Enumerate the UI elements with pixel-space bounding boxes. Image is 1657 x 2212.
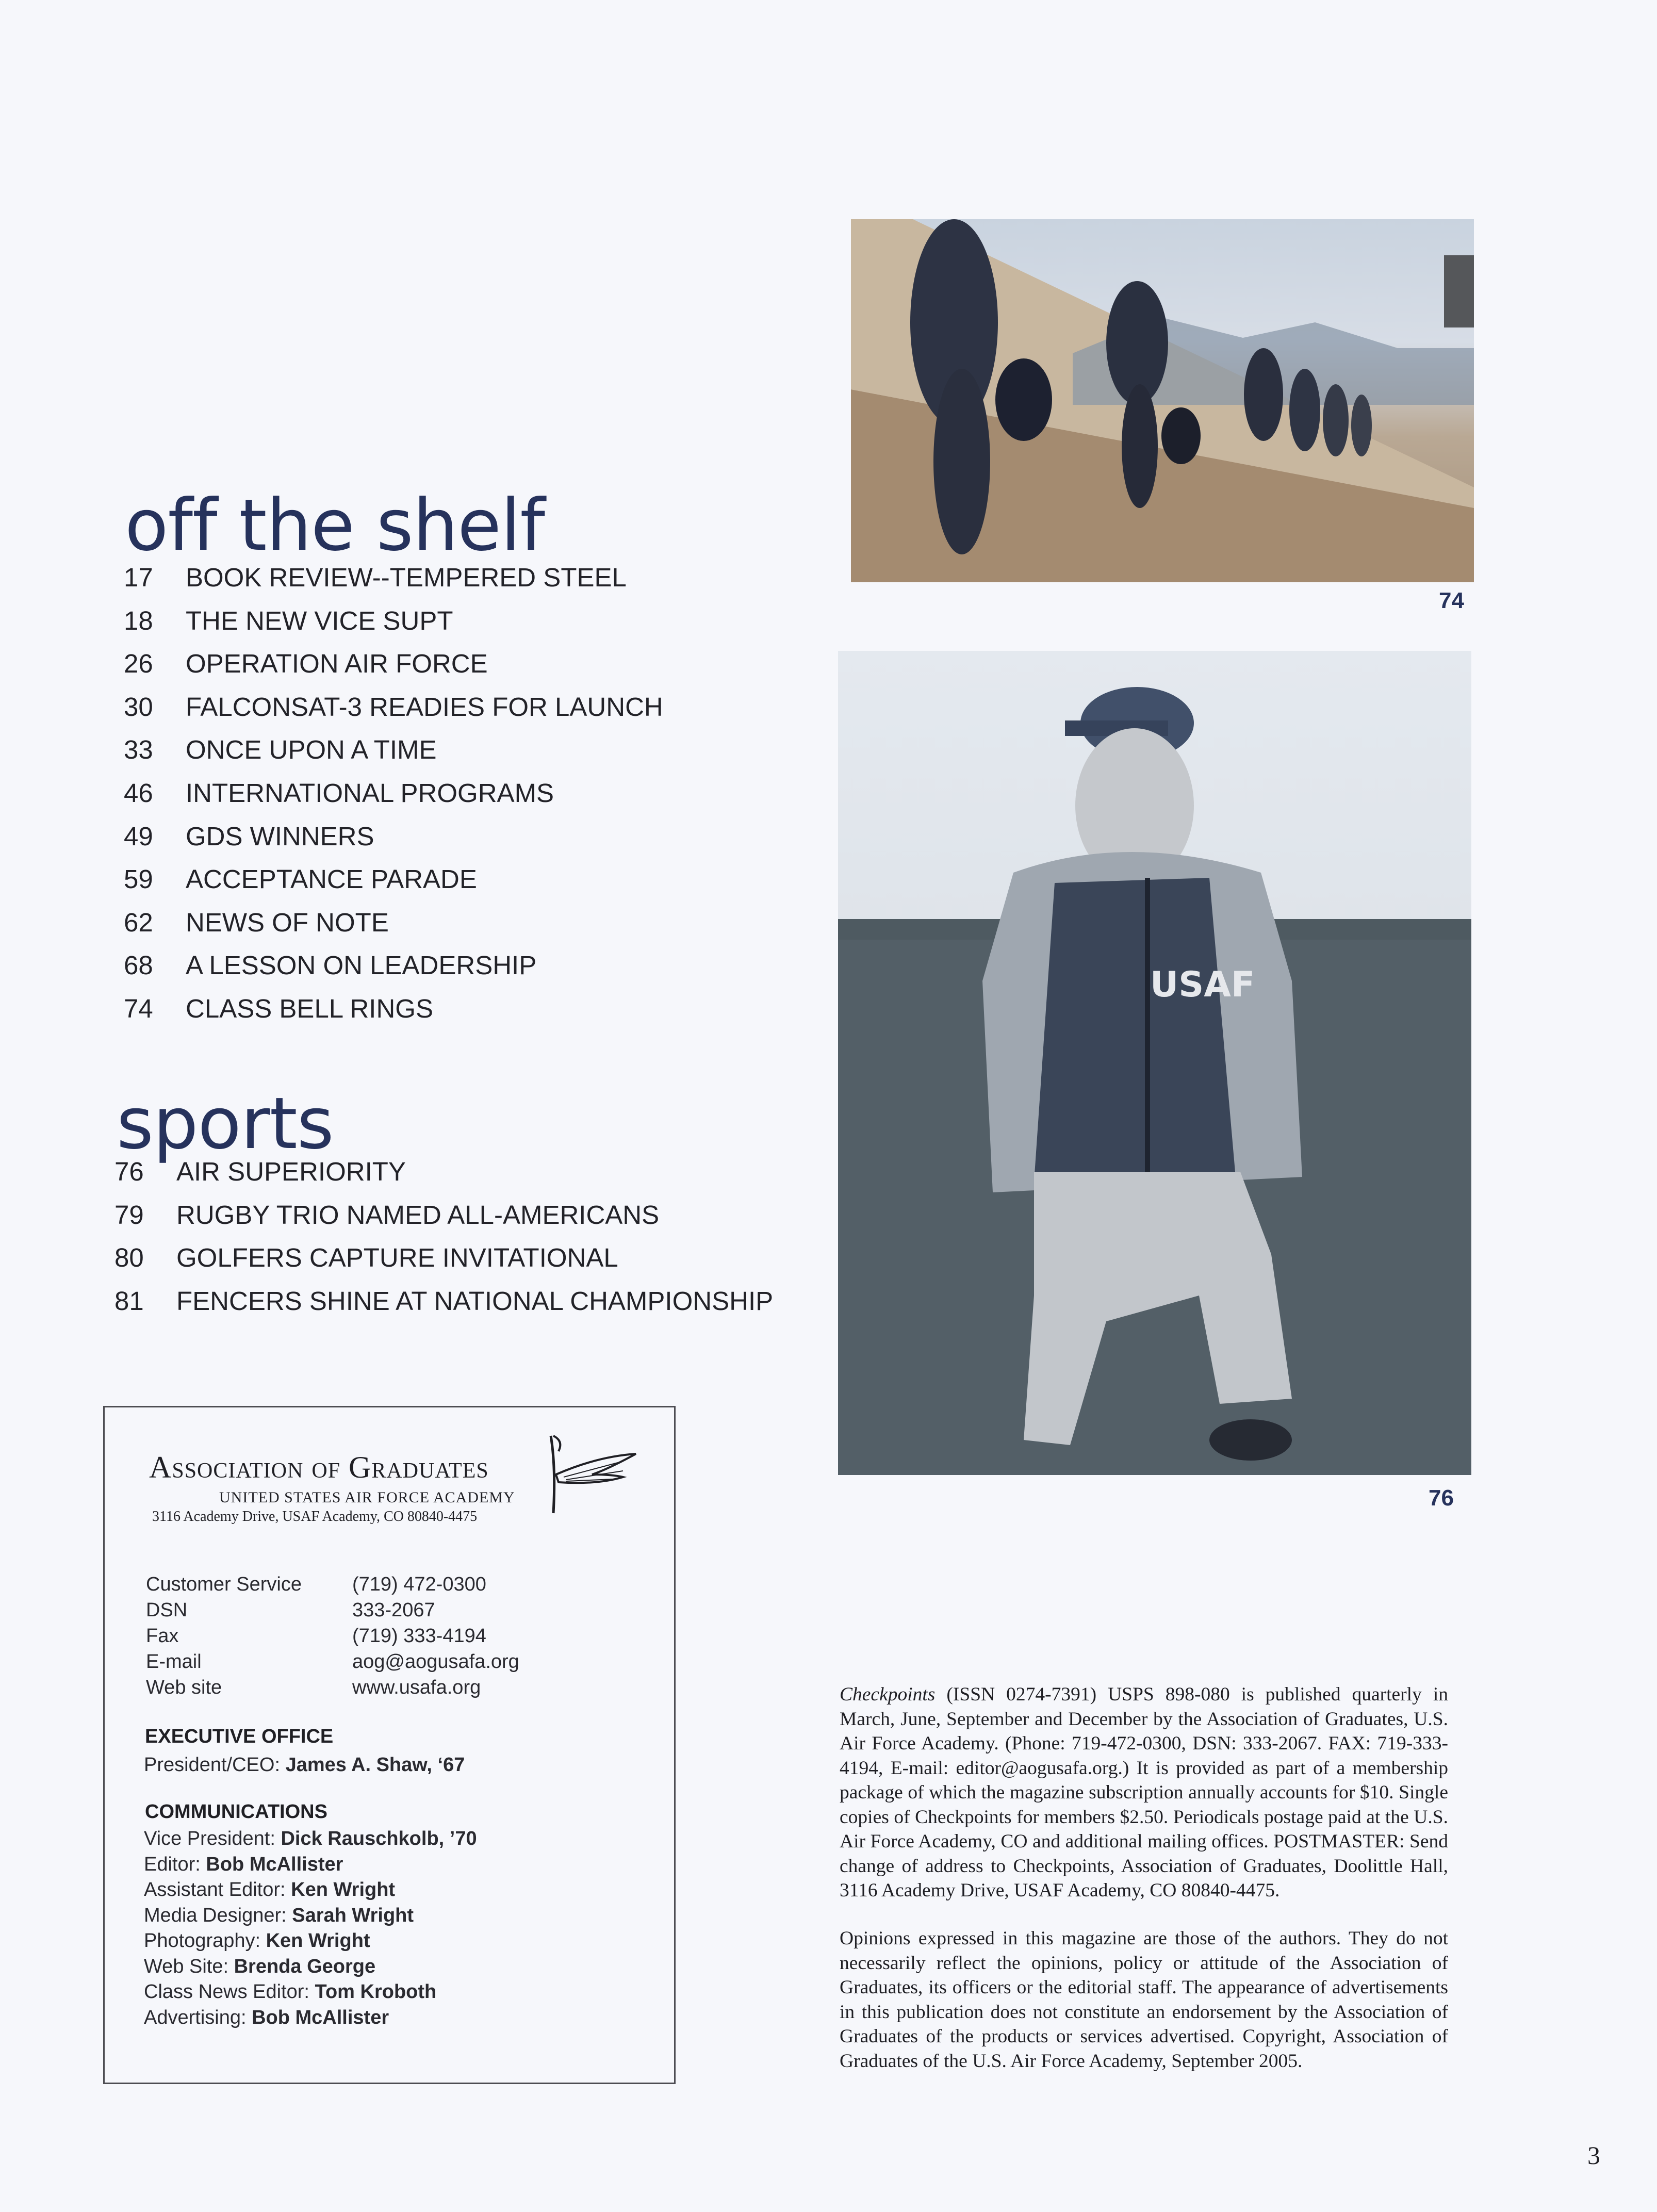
contact-value: 333-2067 bbox=[352, 1599, 435, 1621]
contact-value[interactable]: aog@aogusafa.org bbox=[352, 1651, 519, 1673]
bottom-photo-caption: 76 bbox=[1429, 1485, 1454, 1511]
staff-entry bbox=[144, 1956, 477, 1981]
toc-entry[interactable] bbox=[124, 562, 663, 605]
publication-info-paragraph bbox=[840, 1682, 1448, 1903]
contact-row bbox=[146, 1651, 519, 1673]
toc-page-number: 62 bbox=[124, 907, 153, 937]
staff-name: Brenda George bbox=[234, 1955, 376, 1977]
toc-title: FENCERS SHINE AT NATIONAL CHAMPIONSHIP bbox=[176, 1286, 774, 1316]
toc-page-number: 79 bbox=[114, 1200, 144, 1230]
cadets-running-photo bbox=[851, 219, 1474, 582]
toc-title: OPERATION AIR FORCE bbox=[186, 649, 488, 679]
checkpoints-title: Checkpoints bbox=[840, 1684, 936, 1705]
toc-entry[interactable] bbox=[114, 1156, 773, 1200]
toc-page-number: 81 bbox=[114, 1286, 144, 1316]
contact-value[interactable]: www.usafa.org bbox=[352, 1677, 481, 1698]
staff-role: Web Site: bbox=[144, 1955, 234, 1977]
staff-name: Dick Rauschkolb, ’70 bbox=[281, 1828, 477, 1849]
staff-role: Assistant Editor: bbox=[144, 1879, 291, 1900]
contact-label: Customer Service bbox=[146, 1574, 302, 1595]
aog-subtitle: UNITED STATES AIR FORCE ACADEMY bbox=[219, 1489, 515, 1506]
toc-title: ONCE UPON A TIME bbox=[186, 735, 437, 765]
toc-title: FALCONSAT-3 READIES FOR LAUNCH bbox=[186, 692, 663, 722]
toc-title: GOLFERS CAPTURE INVITATIONAL bbox=[176, 1243, 618, 1273]
toc-title: RUGBY TRIO NAMED ALL-AMERICANS bbox=[176, 1200, 660, 1230]
toc-page-number: 76 bbox=[114, 1157, 144, 1186]
toc-title: A LESSON ON LEADERSHIP bbox=[186, 951, 537, 980]
contact-value: (719) 333-4194 bbox=[352, 1625, 486, 1647]
contact-row bbox=[146, 1677, 481, 1699]
usaf-player-photo bbox=[838, 651, 1471, 1475]
staff-role: Media Designer: bbox=[144, 1904, 292, 1926]
sports-heading: sports bbox=[117, 1082, 334, 1165]
toc-title: INTERNATIONAL PROGRAMS bbox=[186, 778, 554, 808]
communications-list bbox=[144, 1828, 477, 2032]
page-number: 3 bbox=[1587, 2141, 1600, 2170]
toc-title: BOOK REVIEW--TEMPERED STEEL bbox=[186, 563, 627, 592]
publication-info-text: (ISSN 0274-7391) USPS 898-080 is published quarterly in March, June, September and December by the Association of Graduates, U.S. Air Force Academy. (Phone: 719-472-0300, DSN: 333-2067. FAX: 719-333-4194, E-mail: editor@aogusafa.org.) It is provided as part of a membership package of which the magazine subscription annually accounts for $10. Single copies of Checkpoints for members $2.50. Periodicals postage paid at the U.S. Air Force Academy, CO and additional mailing offices. POSTMASTER: Send change of address to Checkpoints, Association of Graduates, Doolittle Hall, 3116 Academy Drive, USAF Academy, CO 80840-4475. bbox=[840, 1684, 1448, 1901]
disclaimer-paragraph: Opinions expressed in this magazine are those of the authors. They do not necessarily reflect the opinions, policy or attitude of the Association of Graduates, its officers or the editorial staff. The appearance of advertisements in this publication does not constitute an endorsement by the Association of Graduates of the products or services advertised. Copyright, Association of Graduates of the U.S. Air Force Academy, September 2005. bbox=[840, 1928, 1448, 2072]
toc-entry[interactable] bbox=[124, 864, 663, 907]
falcon-wings-logo-icon bbox=[535, 1425, 638, 1523]
contact-label: E-mail bbox=[146, 1651, 202, 1673]
communications-heading: COMMUNICATIONS bbox=[145, 1801, 327, 1823]
staff-name: Bob McAllister bbox=[206, 1853, 343, 1875]
staff-role: Advertising: bbox=[144, 2006, 252, 2028]
toc-title: NEWS OF NOTE bbox=[186, 907, 389, 937]
staff-name: Tom Kroboth bbox=[315, 1981, 437, 2003]
staff-name: Ken Wright bbox=[291, 1879, 396, 1900]
sports-list bbox=[114, 1156, 773, 1329]
toc-page-number: 17 bbox=[124, 563, 153, 592]
staff-entry bbox=[144, 1754, 465, 1780]
toc-entry[interactable] bbox=[114, 1200, 773, 1243]
aog-name: Association of Graduates bbox=[149, 1450, 489, 1484]
toc-page-number: 30 bbox=[124, 692, 153, 722]
staff-entry bbox=[144, 1828, 477, 1854]
toc-entry[interactable] bbox=[114, 1286, 773, 1329]
staff-entry bbox=[144, 1879, 477, 1905]
staff-role: Vice President: bbox=[144, 1828, 281, 1849]
toc-entry[interactable] bbox=[124, 778, 663, 821]
contact-label: Web site bbox=[146, 1677, 222, 1698]
toc-title: CLASS BELL RINGS bbox=[186, 993, 433, 1023]
jacket-usaf-text: USAF bbox=[1150, 964, 1255, 1005]
toc-entry[interactable] bbox=[124, 734, 663, 778]
toc-title: GDS WINNERS bbox=[186, 821, 374, 851]
staff-entry bbox=[144, 1854, 477, 1879]
staff-entry bbox=[144, 1981, 477, 2007]
contact-row bbox=[146, 1599, 435, 1621]
staff-name: James A. Shaw, ‘67 bbox=[285, 1754, 465, 1776]
staff-entry bbox=[144, 1930, 477, 1956]
toc-page-number: 59 bbox=[124, 864, 153, 894]
toc-page-number: 33 bbox=[124, 735, 153, 765]
toc-entry[interactable] bbox=[124, 692, 663, 735]
staff-entry bbox=[144, 1905, 477, 1930]
toc-title: THE NEW VICE SUPT bbox=[186, 605, 453, 635]
contact-row bbox=[146, 1574, 486, 1596]
off-the-shelf-heading: off the shelf bbox=[125, 484, 545, 567]
contact-row bbox=[146, 1625, 486, 1647]
contact-value: (719) 472-0300 bbox=[352, 1574, 486, 1595]
toc-entry[interactable] bbox=[124, 993, 663, 1037]
toc-page-number: 80 bbox=[114, 1243, 144, 1273]
toc-page-number: 49 bbox=[124, 821, 153, 851]
staff-role: Class News Editor: bbox=[144, 1981, 315, 2003]
toc-entry[interactable] bbox=[124, 950, 663, 993]
top-photo-caption: 74 bbox=[1439, 588, 1464, 613]
toc-page-number: 74 bbox=[124, 993, 153, 1023]
contact-label: Fax bbox=[146, 1625, 179, 1647]
executive-office-heading: EXECUTIVE OFFICE bbox=[145, 1726, 334, 1747]
aog-contact-box bbox=[103, 1406, 676, 2084]
toc-page-number: 68 bbox=[124, 951, 153, 980]
staff-name: Sarah Wright bbox=[292, 1904, 414, 1926]
toc-page-number: 46 bbox=[124, 778, 153, 808]
toc-entry[interactable] bbox=[124, 907, 663, 951]
staff-entry bbox=[144, 2007, 477, 2033]
toc-page-number: 18 bbox=[124, 605, 153, 635]
toc-entry[interactable] bbox=[124, 605, 663, 649]
staff-role: Editor: bbox=[144, 1853, 206, 1875]
aog-address: 3116 Academy Drive, USAF Academy, CO 80840-4475 bbox=[152, 1509, 478, 1525]
toc-entry[interactable] bbox=[124, 821, 663, 864]
staff-role: Photography: bbox=[144, 1930, 266, 1952]
toc-entry[interactable] bbox=[114, 1242, 773, 1286]
toc-title: ACCEPTANCE PARADE bbox=[186, 864, 477, 894]
toc-page-number: 26 bbox=[124, 649, 153, 679]
staff-name: Ken Wright bbox=[266, 1930, 370, 1952]
staff-name: Bob McAllister bbox=[252, 2006, 389, 2028]
staff-role: President/CEO: bbox=[144, 1754, 286, 1776]
off-the-shelf-list bbox=[124, 562, 663, 1037]
contact-label: DSN bbox=[146, 1599, 188, 1621]
executive-list bbox=[144, 1754, 465, 1780]
toc-title: AIR SUPERIORITY bbox=[176, 1157, 406, 1186]
toc-entry[interactable] bbox=[124, 648, 663, 692]
